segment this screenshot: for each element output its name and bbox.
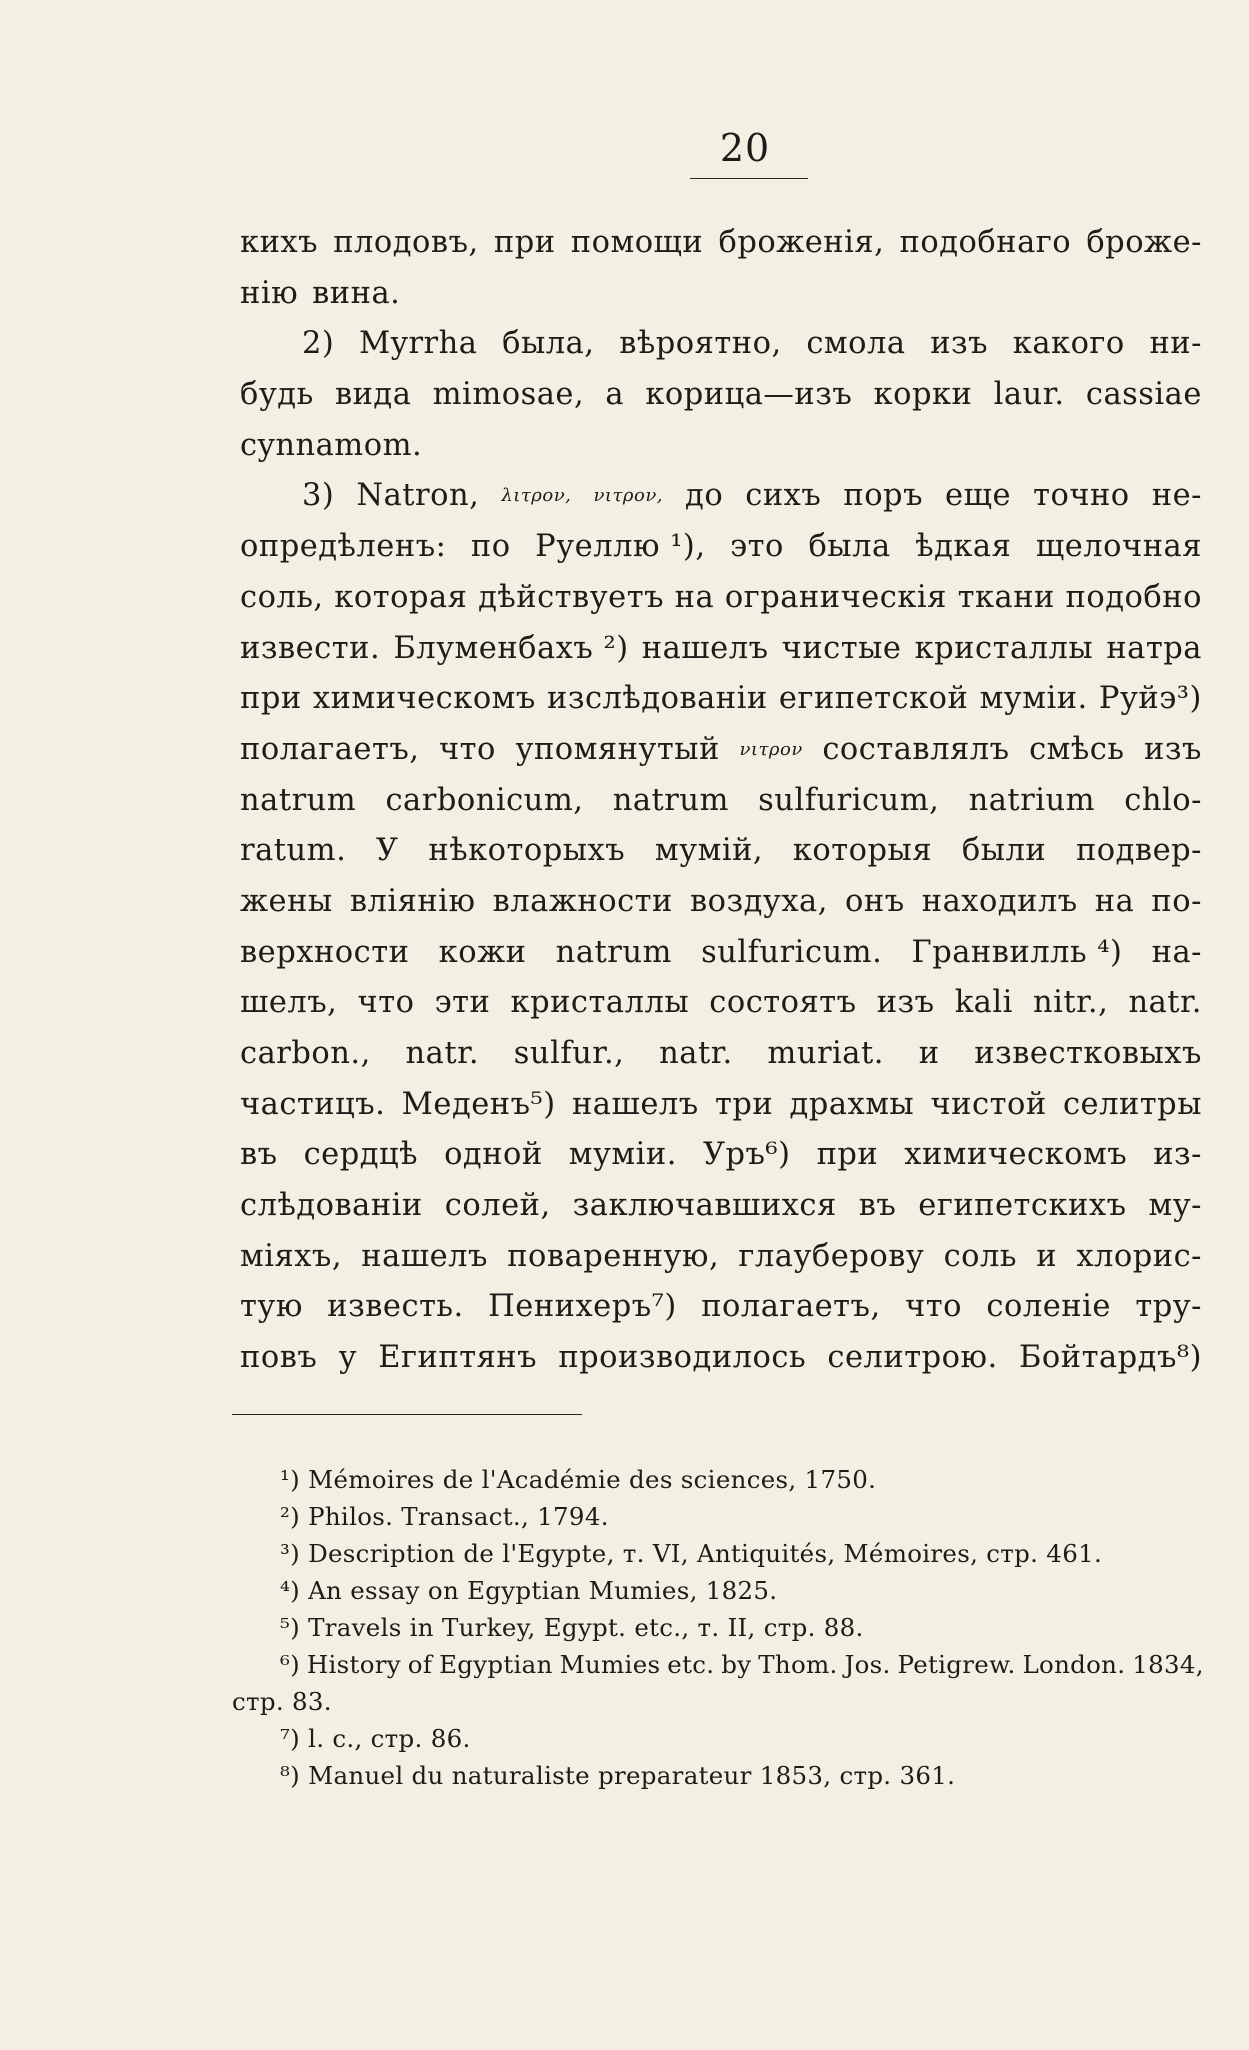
word: natr.	[1128, 985, 1202, 1021]
word: подобно	[1065, 579, 1202, 615]
word: Гранвилль ⁴)	[911, 934, 1123, 970]
text-line	[240, 1282, 1202, 1333]
word: нашелъ	[641, 630, 769, 666]
word: до	[685, 478, 724, 514]
footnote	[232, 1646, 1204, 1683]
word: λιτρον,	[501, 485, 572, 507]
word: дѣйствуетъ	[478, 579, 664, 615]
word: ткани	[957, 579, 1055, 615]
word: natrium	[968, 782, 1096, 818]
word: вина.	[312, 275, 401, 311]
word: будь	[240, 377, 314, 413]
text-line	[240, 877, 1202, 928]
word: помощи	[570, 225, 704, 260]
word: chlo-	[1124, 782, 1202, 818]
word: нѣкоторыхъ	[428, 833, 626, 869]
word: у	[338, 1340, 358, 1376]
word: natrum	[612, 782, 729, 818]
word: Бойтардъ⁸)	[1018, 1340, 1202, 1376]
word: ограническія	[724, 579, 947, 615]
word: міяхъ,	[240, 1238, 343, 1274]
word: при	[240, 681, 302, 717]
footnote-word: Petigrew.	[897, 1650, 1016, 1679]
word: плодовъ,	[333, 225, 479, 260]
footnote: ⁸) Manuel du naturaliste preparateur 1853, стр. 361.	[280, 1761, 956, 1790]
word: на	[674, 579, 715, 615]
text-line	[240, 928, 1202, 979]
word: кожи	[438, 934, 527, 970]
text-line	[240, 776, 1202, 827]
word: муміи.	[568, 1137, 677, 1173]
footnote: ²) Philos. Transact., 1794.	[280, 1502, 609, 1531]
word: шелъ,	[240, 985, 338, 1021]
word: какого	[1012, 326, 1125, 362]
word: извести.	[240, 630, 381, 666]
word: вѣроятно,	[619, 326, 782, 362]
body-text	[240, 218, 1202, 1384]
word: заключавшихся	[572, 1188, 837, 1224]
word: natrum	[240, 782, 357, 818]
word: натра	[1106, 630, 1202, 666]
word: kali	[954, 985, 1013, 1021]
word: частицъ.	[240, 1086, 386, 1122]
word: была	[808, 529, 891, 565]
footnote: ³) Description de l'Egypte, т. VI, Antiquités, Mémoires, стр. 461.	[280, 1539, 1103, 1568]
word: Меденъ⁵)	[401, 1086, 556, 1122]
footnote-word: Mumies	[559, 1650, 661, 1679]
word: хлорис-	[1076, 1238, 1202, 1274]
word: изъ	[1144, 731, 1202, 767]
text-line	[240, 269, 1202, 320]
footnote-word: Thom.	[758, 1650, 838, 1679]
word: Египтянъ	[378, 1340, 538, 1376]
footnote-word: Egyptian	[439, 1650, 553, 1679]
word: солей,	[444, 1188, 551, 1224]
word: еще	[945, 478, 1012, 514]
word: полагаетъ,	[701, 1289, 881, 1325]
word: муміи.	[979, 681, 1088, 717]
word: сихъ	[745, 478, 822, 514]
text-line	[240, 1029, 1202, 1080]
text-line	[240, 725, 1202, 776]
word: подобнаго	[899, 225, 1072, 260]
word: νιτρον,	[593, 485, 663, 507]
word: состоятъ	[709, 985, 857, 1021]
word: Myrrha	[358, 326, 478, 362]
word: Руйэ³)	[1098, 681, 1202, 717]
word: при	[493, 225, 556, 260]
text-line	[240, 1333, 1202, 1384]
word: нію	[240, 275, 299, 311]
word: вида	[334, 377, 412, 413]
word: производилось	[558, 1340, 807, 1376]
word: Уръ⁶)	[702, 1137, 791, 1173]
footnote-word: etc.	[667, 1650, 715, 1679]
word: а	[605, 377, 625, 413]
word: на-	[1151, 934, 1202, 970]
word: въ	[240, 1137, 278, 1173]
footnotes	[232, 1461, 1204, 1794]
word: не-	[1151, 478, 1202, 514]
word: корки	[873, 377, 973, 413]
word: составлялъ	[822, 731, 1010, 767]
word: химическомъ	[904, 1137, 1128, 1173]
word: поваренную,	[507, 1238, 720, 1274]
text-line	[240, 826, 1202, 877]
word: изъ	[876, 985, 935, 1021]
footnote-word: History	[306, 1650, 401, 1679]
word: нашелъ	[571, 1086, 699, 1122]
word: natrum	[555, 934, 672, 970]
word: Natron,	[356, 478, 480, 514]
word: химическомъ	[312, 681, 536, 717]
page-number: 20	[719, 126, 771, 170]
footnote: ⁷) l. c., стр. 86.	[280, 1724, 471, 1753]
word: находилъ	[921, 883, 1078, 919]
word: известковыхъ	[974, 1036, 1202, 1071]
word: ѣдкая	[915, 529, 1012, 565]
word: νιτρον	[739, 738, 803, 760]
word: глауберову	[738, 1238, 925, 1274]
word: упомянутый	[515, 731, 720, 767]
word: Руеллю ¹),	[535, 529, 706, 565]
text-line	[240, 421, 1202, 472]
word: точно	[1033, 478, 1130, 514]
word: броженія,	[718, 225, 885, 260]
word: въ	[858, 1188, 897, 1224]
word: одной	[444, 1137, 543, 1173]
word: вліянію	[349, 883, 476, 919]
word: эти	[434, 985, 491, 1021]
word: верхности	[240, 934, 410, 970]
text-line	[240, 573, 1202, 624]
word: жены	[240, 883, 333, 919]
footnote-word: ⁶)	[280, 1650, 300, 1679]
word: из-	[1153, 1137, 1202, 1173]
word: на	[1094, 883, 1135, 919]
word: полагаетъ,	[240, 731, 420, 767]
word: Блуменбахъ ²)	[393, 630, 629, 666]
word: поръ	[843, 478, 923, 514]
word: cynnamom.	[240, 427, 423, 463]
word: изъ	[930, 326, 989, 362]
footnote: стр. 83.	[232, 1687, 332, 1716]
word: соленіе	[986, 1289, 1111, 1325]
text-line	[240, 471, 1202, 522]
word: мумій,	[654, 833, 764, 869]
word: carbon.,	[240, 1036, 371, 1071]
text-line	[240, 1130, 1202, 1181]
word: которыя	[792, 833, 933, 869]
word: 3)	[302, 478, 335, 514]
word: sulfuricum.	[701, 934, 883, 970]
word: влажности	[492, 883, 673, 919]
footnote-word: by	[721, 1650, 752, 1679]
word: cassiae	[1085, 377, 1202, 413]
word: повъ	[240, 1340, 318, 1376]
word: смола	[806, 326, 906, 362]
word: тую	[240, 1289, 303, 1325]
text-line	[240, 1080, 1202, 1131]
word: египетскихъ	[918, 1188, 1127, 1224]
word: mimosae,	[432, 377, 585, 413]
word: У	[376, 833, 399, 869]
footnote-word: 1834,	[1132, 1650, 1204, 1679]
word: му-	[1148, 1188, 1202, 1224]
word: sulfuricum,	[758, 782, 940, 818]
word: смѣсь	[1029, 731, 1125, 767]
word: 2)	[302, 326, 335, 362]
word: кристаллы	[510, 985, 690, 1021]
text-line	[240, 674, 1202, 725]
text-line	[240, 522, 1202, 573]
word: Пенихеръ⁷)	[488, 1289, 677, 1325]
footnote: ⁵) Travels in Turkey, Egypt. etc., т. II, стр. 88.	[280, 1613, 864, 1642]
word: кихъ	[240, 225, 318, 260]
word: была,	[502, 326, 595, 362]
footnote: ¹) Mémoires de l'Académie des sciences, 1750.	[280, 1465, 877, 1494]
text-line	[240, 978, 1202, 1029]
word: чистой	[930, 1086, 1047, 1122]
text-line	[240, 218, 1202, 269]
footnote: ⁴) An essay on Egyptian Mumies, 1825.	[280, 1576, 778, 1605]
text-line	[240, 319, 1202, 370]
word: селитрою.	[827, 1340, 998, 1376]
word: muriat.	[767, 1036, 884, 1071]
page-number-rule	[690, 178, 808, 179]
word: sulfur.,	[513, 1036, 625, 1071]
word: и	[918, 1036, 940, 1071]
footnote-word: Jos.	[844, 1650, 891, 1679]
word: nitr.,	[1033, 985, 1109, 1021]
footnote-rule	[232, 1414, 582, 1415]
text-line	[240, 1232, 1202, 1283]
word: были	[961, 833, 1047, 869]
word: нашелъ	[361, 1238, 488, 1274]
word: драхмы	[789, 1086, 915, 1122]
word: carbonicum,	[385, 782, 584, 818]
word: тру-	[1135, 1289, 1202, 1325]
text-line	[240, 370, 1202, 421]
word: опредѣленъ:	[240, 529, 447, 565]
word: и	[1036, 1238, 1058, 1274]
word: онъ	[845, 883, 905, 919]
text-line	[240, 624, 1202, 675]
word: которая	[334, 579, 468, 615]
word: три	[714, 1086, 774, 1122]
word: чистые	[781, 630, 902, 666]
word: ни-	[1149, 326, 1202, 362]
word: ratum.	[240, 833, 347, 869]
word: кристаллы	[914, 630, 1094, 666]
footnote-word: of	[407, 1650, 433, 1679]
word: что	[439, 731, 496, 767]
word: natr.	[659, 1036, 733, 1071]
word: сердцѣ	[303, 1137, 419, 1173]
text-line	[240, 1181, 1202, 1232]
word: слѣдованіи	[240, 1188, 423, 1224]
word: воздуха,	[689, 883, 828, 919]
word: соль	[943, 1238, 1017, 1274]
word: селитры	[1062, 1086, 1202, 1122]
word: соль,	[240, 579, 324, 615]
word: изслѣдованіи	[547, 681, 768, 717]
word: корица—изъ	[645, 377, 853, 413]
word: щелочная	[1035, 529, 1202, 565]
word: подвер-	[1075, 833, 1202, 869]
word: известь.	[327, 1289, 464, 1325]
word: по	[470, 529, 511, 565]
word: что	[357, 985, 415, 1021]
word: laur.	[993, 377, 1065, 413]
word: что	[905, 1289, 962, 1325]
word: египетской	[778, 681, 969, 717]
word: natr.	[405, 1036, 480, 1071]
footnote-word: London.	[1022, 1650, 1126, 1679]
word: броже-	[1086, 225, 1202, 260]
word: это	[730, 529, 784, 565]
word: по-	[1151, 883, 1202, 919]
word: при	[816, 1137, 879, 1173]
